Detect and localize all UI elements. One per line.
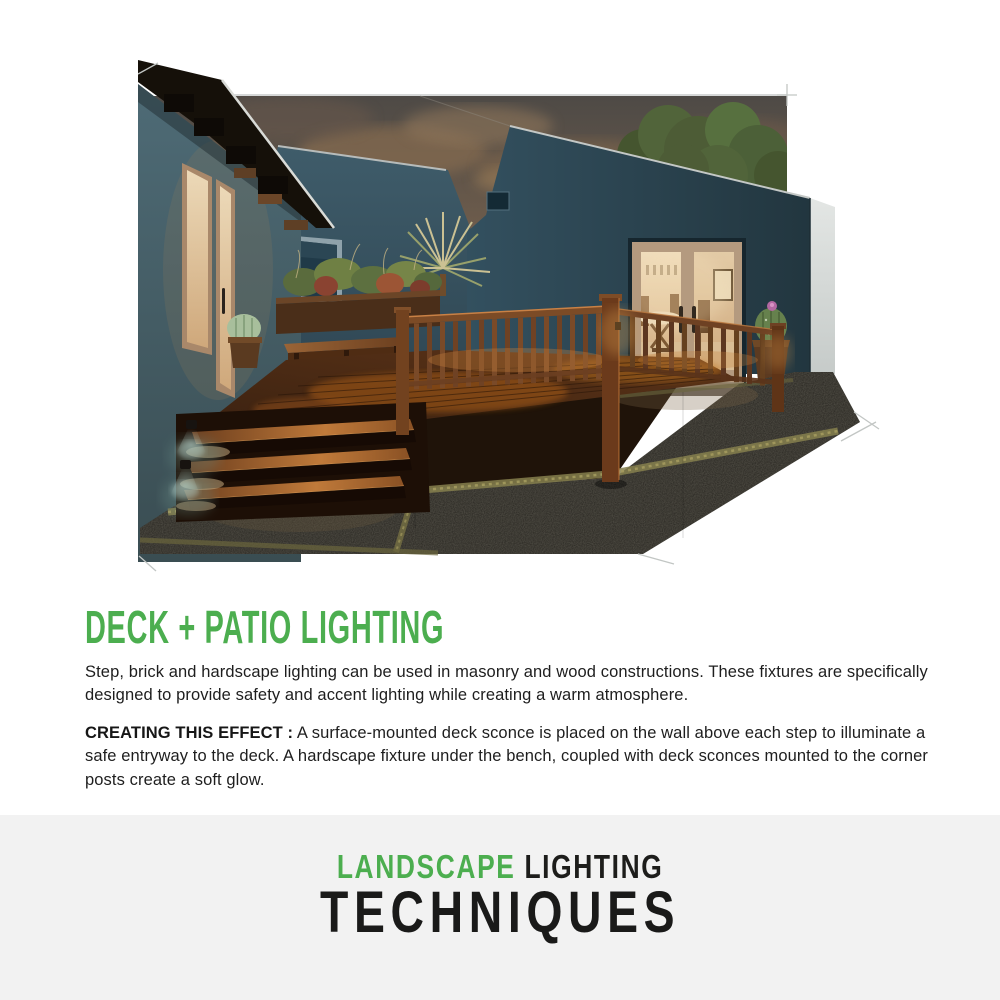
railing-post [396,310,409,435]
effect-paragraph [85,722,933,792]
deck-sconce-fixture [180,460,191,469]
intro-paragraph: Step, brick and hardscape lighting can be used in masonry and wood constructions. These fixtures are specifically designed to provide safety and accent lighting while creating a warm atmosphere. [85,662,928,705]
brand-line-2 [0,879,1000,946]
page-title: DECK + PATIO LIGHTING [85,601,445,653]
brand-word-techniques: TECHNIQUES [319,880,681,945]
brand-word-lighting: LIGHTING [524,848,664,885]
render-illustration [138,60,880,572]
left-wall-glass-door [216,179,235,398]
door-handle [222,288,225,314]
brand-footer [0,815,1000,1000]
brand-word-landscape: LANDSCAPE [336,848,516,885]
rafter-tail [284,220,308,230]
deck-sconce-fixture [186,420,197,429]
lit-side-panel [810,198,835,374]
pouf-cactus [227,314,262,368]
wall-vent [487,192,509,210]
effect-label: CREATING THIS EFFECT : [85,723,294,742]
article-section [85,601,933,792]
effect-text: A surface-mounted deck sconce is placed on the wall above each step to illuminate a safe entryway to the deck. A hardscape fixture under the bench, coupled with deck sconces mounted to the corner posts create a soft glow. [85,723,929,789]
rafter-tail [234,168,256,178]
rafter-tail [258,194,282,204]
left-wall-lit-window [182,163,212,355]
post-sconce-glow [600,308,636,356]
deck-patio-night-render [138,60,880,572]
